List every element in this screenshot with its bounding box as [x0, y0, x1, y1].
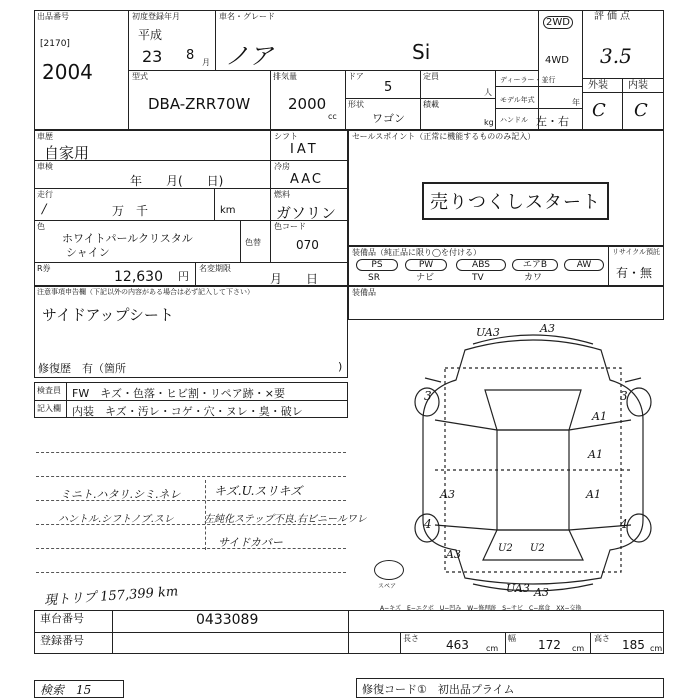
check-label1: 検査員 — [37, 386, 61, 395]
type-label: 型式 — [132, 72, 148, 81]
height: 185 — [622, 638, 645, 652]
reg-month: 8 — [186, 48, 195, 63]
displacement: 2000 — [288, 95, 327, 113]
width-label: 幅 — [508, 634, 516, 643]
cc: cc — [328, 112, 337, 121]
lot-number: 2004 — [42, 60, 93, 84]
check-row2: 内装 キズ・汚レ・コゲ・穴・ヌレ・臭・破レ — [72, 405, 303, 418]
equip-pw: PW — [405, 259, 447, 271]
equipment-label: 装備品（純正品に限り◯を付ける） — [352, 248, 481, 257]
inspector-line2b: 左純化ステップ不良.右ビニールワレ — [204, 514, 367, 525]
width: 172 — [538, 638, 561, 652]
grade: Si — [412, 40, 431, 64]
int-grade: C — [634, 100, 648, 121]
body-shape: ワゴン — [372, 112, 405, 125]
mileage-value: / — [42, 202, 47, 217]
colorno-label: 色替 — [245, 238, 261, 247]
capacity-label: 定員 — [423, 72, 439, 81]
damage-inner-2: U2 — [530, 543, 545, 554]
fuel-label: 燃料 — [274, 190, 290, 199]
damage-left-1: 3 — [424, 389, 432, 403]
color-code: 070 — [296, 238, 319, 252]
misc-frame — [348, 286, 664, 320]
shift-label: シフト — [274, 132, 298, 141]
damage-top-1: UA3 — [476, 326, 500, 339]
damage-right-3: A1 — [588, 448, 603, 461]
spare-label: スペア — [378, 583, 397, 590]
drive-4wd: 4WD — [545, 55, 569, 66]
kg: kg — [484, 118, 494, 127]
inspector-line3: サイドカバー — [218, 536, 283, 549]
equip-abs: ABS — [456, 259, 506, 271]
width-cm: cm — [572, 644, 585, 653]
color-line2: シャイン — [66, 246, 110, 259]
damage-left-4: A3 — [446, 548, 461, 561]
equip-sr: SR — [368, 273, 380, 283]
damage-right-5: 4 — [620, 517, 628, 531]
selling-label: セールスポイント（正常に機能するもののみ記入） — [352, 132, 536, 141]
inspector-line2a: ハントル.シフトノブ.スレ — [58, 514, 174, 525]
era: 平成 — [138, 28, 163, 42]
shape-label: 形状 — [348, 100, 364, 109]
inspect-label: 車検 — [37, 162, 53, 171]
damage-left-3: 4 — [424, 517, 432, 531]
chassis-type: DBA-ZRR70W — [148, 95, 251, 113]
model-year-label: モデル年式 — [500, 96, 535, 104]
shift: IAT — [290, 142, 319, 157]
repair-history: 修復歴 有（箇所 — [38, 362, 126, 375]
handle-label: ハンドル — [500, 116, 528, 124]
inspector-line1a: ミニト.ハタリ.シミ.ネレ — [60, 488, 181, 501]
int-label: 内装 — [628, 80, 648, 91]
notes-label: 注意事項申告欄（下記以外の内容がある場合は必ず記入して下さい） — [37, 288, 254, 296]
handle: 左・右 — [536, 115, 569, 128]
equip-tv: TV — [472, 273, 484, 283]
model-name: ノア — [225, 42, 273, 70]
colorcode-label: 色コード — [274, 222, 306, 231]
chassis-label: 車台番号 — [40, 612, 84, 625]
length: 463 — [446, 638, 469, 652]
yen: 円 — [178, 270, 189, 283]
damage-bottom-2: A3 — [534, 586, 549, 599]
height-cm: cm — [650, 644, 663, 653]
equip-leather: カワ — [524, 273, 543, 283]
drive-2wd: 2WD — [543, 16, 573, 29]
rego-date: 月 日 — [270, 272, 319, 286]
color-label: 色 — [37, 222, 45, 231]
name-label: 車名・グレード — [219, 12, 275, 21]
regno-label: 登録番号 — [40, 634, 84, 647]
equip-aw: AW — [564, 259, 604, 271]
check-row1: FW キズ・色落・ヒビ割・リペア跡・×要 — [72, 387, 285, 400]
length-label: 長さ — [403, 634, 419, 643]
check-label2: 記入欄 — [37, 404, 61, 413]
lot-code: [2170] — [40, 39, 70, 49]
spare-tire-icon — [374, 560, 404, 580]
damage-inner-1: U2 — [498, 543, 513, 554]
bottom-left-note: 検索 15 — [40, 683, 92, 697]
recycle-label: リサイクル預託 — [612, 248, 661, 256]
score: 3.5 — [600, 44, 632, 68]
fuel: ガソリン — [276, 204, 337, 222]
load-label: 積載 — [423, 100, 439, 109]
inspect-date: 年 月( 日) — [130, 174, 224, 188]
lot-label: 出品番号 — [37, 12, 69, 21]
equip-navi: ナビ — [416, 273, 435, 283]
score-label: 評価点 — [594, 11, 633, 22]
damage-right-2: A1 — [592, 410, 607, 423]
selling-stamp: 売りつくしスタート — [422, 182, 609, 220]
repair-paren: ) — [338, 360, 343, 373]
usage: 自家用 — [44, 144, 90, 162]
mileage-written: 現トリプ 157,399 km — [43, 584, 179, 609]
ext-grade: C — [592, 100, 606, 121]
km: km — [220, 205, 236, 216]
ac: AAC — [290, 172, 323, 187]
equip-airbag: エアB — [512, 259, 558, 271]
reg-label: 初度登録年月 — [132, 12, 180, 21]
length-cm: cm — [486, 644, 499, 653]
height-label: 高さ — [594, 634, 610, 643]
reg-year: 23 — [142, 47, 163, 66]
door-label: ドア — [348, 72, 364, 81]
equip-ps: PS — [356, 259, 398, 271]
damage-left-2: A3 — [440, 488, 455, 501]
mileage-label: 走行 — [37, 190, 53, 199]
bottom-right-note: 修復コード① 初出品プライム — [362, 683, 515, 696]
ext-label: 外装 — [588, 80, 608, 91]
damage-right-1: 3 — [620, 389, 628, 403]
recycle-value: 有・無 — [616, 266, 653, 280]
rego-label: 名変期限 — [199, 264, 231, 273]
ac-label: 冷房 — [274, 162, 290, 171]
chassis-number: 0433089 — [196, 612, 259, 628]
usage-label: 車歴 — [37, 132, 53, 141]
color-line1: ホワイトパールクリスタル — [62, 232, 193, 245]
tax-label: R券 — [37, 264, 51, 273]
damage-top-2: A3 — [540, 322, 555, 335]
mileage-unit: 万 千 — [112, 204, 149, 218]
damage-bottom-1: UA3 — [506, 582, 530, 595]
damage-legend: A−キズ E−エクボ U−凹み W−修理跡 S−サビ C−腐食 XX−交換 — [380, 605, 582, 612]
month-unit: 月 — [202, 58, 210, 67]
year-unit: 年 — [572, 98, 580, 107]
doors: 5 — [384, 80, 393, 95]
capacity-unit: 人 — [484, 88, 492, 97]
damage-right-4: A1 — [586, 488, 601, 501]
notes-text: サイドアップシート — [42, 306, 174, 324]
dealer-label: ディーラー・並行 — [500, 76, 556, 84]
tax-amount: 12,630 — [114, 269, 163, 285]
disp-label: 排気量 — [273, 72, 297, 81]
inspector-line1b: キズ.U.スリキズ — [214, 484, 303, 498]
